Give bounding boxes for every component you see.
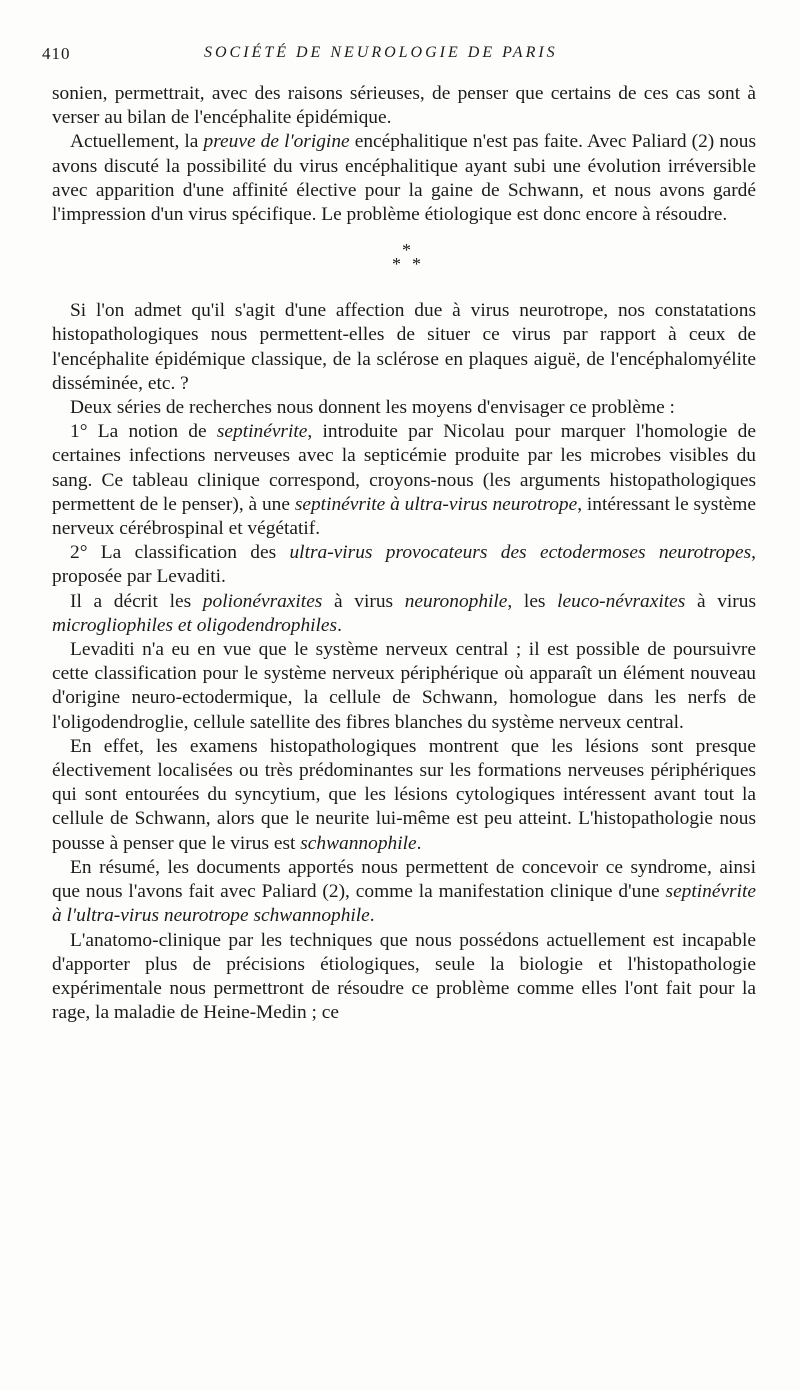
paragraph-8: Levaditi n'a eu en vue que le système nerveux central ; il est possible de poursuivre cette classification pour le système nerveux périphérique où apparaît un élément nouveau d'origine neuro-ectodermique, la cellule de Schwann, homologue dans les nerfs de l'oligodendroglie, cellule satellite des fibres blanches du système nerveux central. [52, 639, 756, 733]
paragraph-7: Il a décrit les polionévraxites à virus neuronophile, les leuco-névraxites à virus microgliophiles et oligodendrophiles. [52, 590, 756, 636]
paragraph-3: Si l'on admet qu'il s'agit d'une affection due à virus neurotrope, nos constatations histopathologiques nous permettent-elles de situer ce virus par rapport à ceux de l'encéphalite épidémique classique, de la sclérose en plaques aiguë, de l'encéphalomyélite disséminée, etc. ? [52, 300, 756, 394]
paragraph-11: L'anatomo-clinique par les techniques que nous possédons actuellement est incapable d'apporter plus de précisions étiologiques, seule la biologie et l'histopathologie expérimentale nous permettront de résoudre ce problème comme elles l'ont fait pour la rage, la maladie de Heine-Medin ; ce [52, 929, 756, 1024]
paragraph-2: Actuellement, la preuve de l'origine encéphalitique n'est pas faite. Avec Paliard (2) nous avons discuté la possibilité du virus encéphalitique ayant subi une évolution irréversible avec apparition d'une affinité élective pour la gaine de Schwann, et nous avons gardé l'impression d'un virus spécifique. Le problème étiologique est donc encore à résoudre. [52, 131, 756, 226]
page-number: 410 [42, 44, 71, 63]
paragraph-9: En effet, les examens histopathologiques montrent que les lésions sont presque électivement localisées ou très prédominantes sur les formations nerveuses périphériques qui sont entourées du syncytium, que les lésions cytologiques intéressent avant tout la cellule de Schwann, alors que le neurite lui-même est peu atteint. L'histopathologie nous pousse à penser que le virus est schwannophile. [52, 735, 756, 854]
asterisk: * [412, 254, 421, 275]
paragraph-1: sonien, permettrait, avec des raisons sérieuses, de penser que certains de ces cas sont à verser au bilan de l'encéphalite épidémique. [52, 83, 756, 129]
asterisk: * [402, 240, 411, 261]
paragraph-6: 2° La classification des ultra-virus provocateurs des ectodermoses neurotropes, proposée par Levaditi. [52, 542, 756, 588]
asterisk: * [392, 254, 401, 275]
running-header [42, 44, 760, 72]
body-text [52, 82, 756, 1025]
paragraph-4: Deux séries de recherches nous donnent les moyens d'envisager ce problème : [70, 397, 675, 419]
section-separator [52, 227, 756, 299]
running-title: SOCIÉTÉ DE NEUROLOGIE DE PARIS [204, 44, 558, 61]
paragraph-5: 1° La notion de septinévrite, introduite par Nicolau pour marquer l'homologie de certaines infections nerveuses avec la septicémie produite par les microbes visibles du sang. Ce tableau clinique correspond, croyons-nous (les arguments histopathologiques permettent de le penser), à une septinévrite à ultra-virus neurotrope, intéressant le système nerveux cérébrospinal et végétatif. [52, 421, 756, 540]
paragraph-10: En résumé, les documents apportés nous permettent de concevoir ce syndrome, ainsi que nous l'avons fait avec Paliard (2), comme la manifestation clinique d'une septinévrite à l'ultra-virus neurotrope schwannophile. [52, 856, 756, 927]
